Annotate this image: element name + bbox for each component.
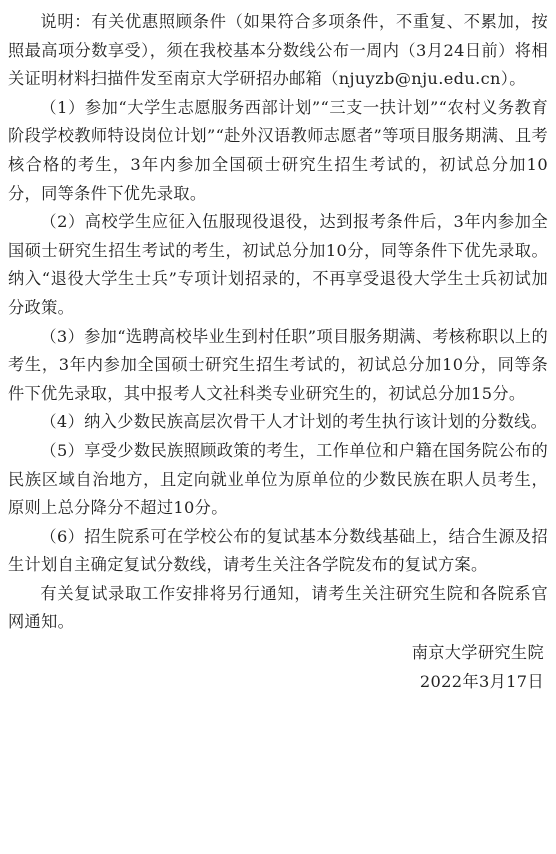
item-6-paragraph: （6）招生院系可在学校公布的复试基本分数线基础上，结合生源及招生计划自主确定复试分数线，请考生关注各学院发布的复试方案。	[8, 526, 548, 575]
signature-date: 2022年3月17日	[419, 671, 544, 691]
closing-paragraph: 有关复试录取工作安排将另行通知，请考生关注研究生院和各院系官网通知。	[8, 583, 548, 632]
item-4-paragraph: （4）纳入少数民族高层次骨干人才计划的考生执行该计划的分数线。	[40, 412, 548, 432]
document-body	[8, 8, 548, 696]
item-5-paragraph: （5）享受少数民族照顾政策的考生，工作单位和户籍在国务院公布的民族区域自治地方，且定向就业单位为原单位的少数民族在职人员考生，原则上总分降分不超过10分。	[8, 440, 548, 518]
item-2-paragraph: （2）高校学生应征入伍服现役退役，达到报考条件后，3年内参加全国硕士研究生招生考试的考生，初试总分加10分，同等条件下优先录取。纳入“退役大学生士兵”专项计划招录的，不再享受退役大学生士兵初试加分政策。	[8, 212, 548, 317]
item-1-paragraph: （1）参加“大学生志愿服务西部计划”“三支一扶计划”“农村义务教育阶段学校教师特设岗位计划”“赴外汉语教师志愿者”等项目服务期满、且考核合格的考生，3年内参加全国硕士研究生招生考试的，初试总分加10分，同等条件下优先录取。	[8, 97, 548, 203]
signature-block	[8, 639, 548, 696]
item-3-paragraph: （3）参加“选聘高校毕业生到村任职”项目服务期满、考核称职以上的考生，3年内参加全国硕士研究生招生考试的，初试总分加10分，同等条件下优先录取，其中报考人文社科类专业研究生的，初试总分加15分。	[8, 326, 548, 403]
signature-org: 南京大学研究生院	[411, 643, 544, 663]
intro-paragraph: 说明：有关优惠照顾条件（如果符合多项条件，不重复、不累加，按照最高项分数享受），须在我校基本分数线公布一周内（3月24日前）将相关证明材料扫描件发至南京大学研招办邮箱（njuyzb@nju.edu.cn）。	[8, 12, 548, 89]
